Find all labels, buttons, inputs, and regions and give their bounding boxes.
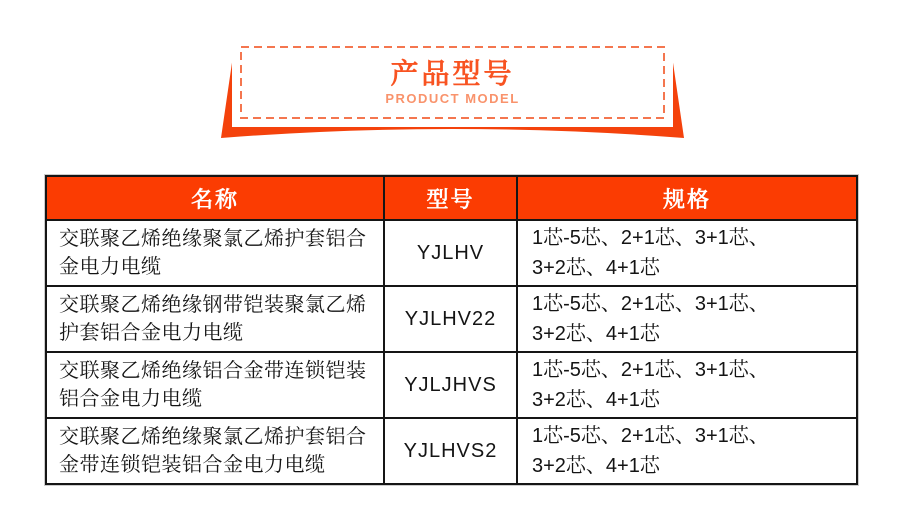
product-name: 交联聚乙烯绝缘铝合金带连锁铠装铝合金电力电缆: [46, 352, 384, 418]
table-row: [46, 220, 857, 286]
table-header-row: [46, 176, 857, 220]
product-spec: [517, 418, 857, 484]
table-row: [46, 418, 857, 484]
product-model: YJLHV22: [384, 286, 517, 352]
product-spec: [517, 352, 857, 418]
spec-line: 3+2芯、4+1芯: [532, 257, 660, 279]
header-model: 型号: [384, 176, 517, 220]
header-spec: 规格: [517, 176, 857, 220]
spec-line: 1芯-5芯、2+1芯、3+1芯、: [532, 227, 769, 249]
spec-line: 3+2芯、4+1芯: [532, 389, 660, 411]
product-model: YJLJHVS: [384, 352, 517, 418]
table-row: [46, 352, 857, 418]
product-spec: [517, 286, 857, 352]
table-row: [46, 286, 857, 352]
banner-subtitle: PRODUCT MODEL: [385, 91, 520, 106]
product-name: 交联聚乙烯绝缘钢带铠装聚氯乙烯护套铝合金电力电缆: [46, 286, 384, 352]
product-name: 交联聚乙烯绝缘聚氯乙烯护套铝合金带连锁铠装铝合金电力电缆: [46, 418, 384, 484]
header-name: 名称: [46, 176, 384, 220]
spec-line: 1芯-5芯、2+1芯、3+1芯、: [532, 359, 769, 381]
spec-line: 1芯-5芯、2+1芯、3+1芯、: [532, 293, 769, 315]
product-model: YJLHVS2: [384, 418, 517, 484]
product-spec: [517, 220, 857, 286]
product-model-table: [45, 175, 858, 485]
banner: [215, 28, 690, 146]
product-name: 交联聚乙烯绝缘聚氯乙烯护套铝合金电力电缆: [46, 220, 384, 286]
banner-title: 产品型号: [390, 58, 515, 89]
spec-line: 1芯-5芯、2+1芯、3+1芯、: [532, 425, 769, 447]
product-model: YJLHV: [384, 220, 517, 286]
spec-line: 3+2芯、4+1芯: [532, 455, 660, 477]
spec-line: 3+2芯、4+1芯: [532, 323, 660, 345]
